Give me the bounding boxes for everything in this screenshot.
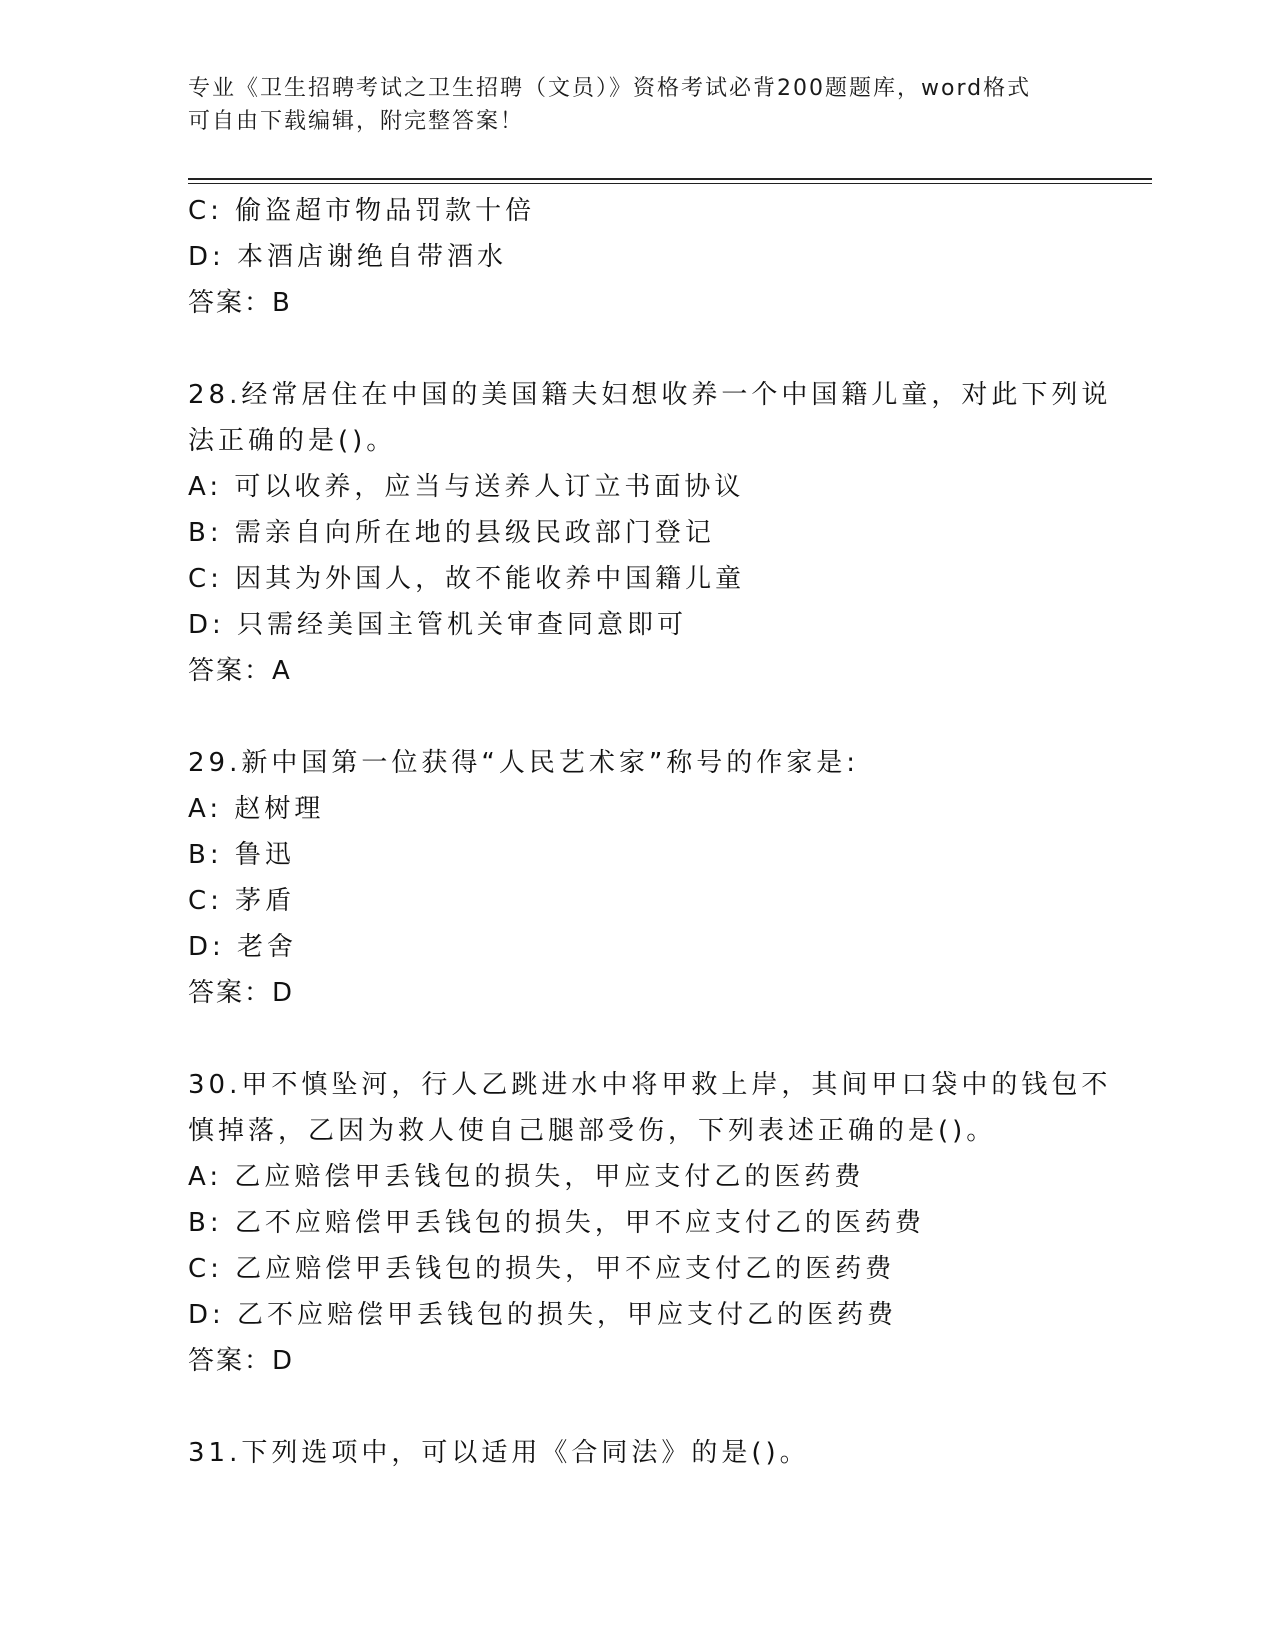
question-text-line: 29.新中国第一位获得“人民艺术家”称号的作家是: [188,748,860,778]
question-block [188,1430,1088,1476]
question-text-line: 31.下列选项中，可以适用《合同法》的是()。 [188,1438,810,1468]
answer-line: 答案：D [188,978,295,1008]
answer-line: 答案：B [188,288,292,318]
spacer [188,1016,1088,1062]
question-text-line: 法正确的是()。 [188,426,397,456]
option-line: D: 老舍 [188,932,298,962]
header-rule-thick [188,178,1152,180]
question-text-line: 28.经常居住在中国的美国籍夫妇想收养一个中国籍儿童，对此下列说 [188,380,1112,410]
answer-line: 答案：D [188,1346,295,1376]
option-line: B: 需亲自向所在地的县级民政部门登记 [188,518,715,548]
spacer [188,694,1088,740]
spacer [188,1384,1088,1430]
option-line: C: 乙应赔偿甲丢钱包的损失，甲不应支付乙的医药费 [188,1254,896,1284]
question-text-line: 慎掉落，乙因为救人使自己腿部受伤，下列表述正确的是()。 [188,1116,997,1146]
spacer [188,326,1088,372]
question-block [188,740,1088,1016]
question-content [188,188,1112,1476]
option-line: D: 本酒店谢绝自带酒水 [188,242,508,272]
option-line: A: 可以收养，应当与送养人订立书面协议 [188,472,745,502]
question-text-line: 30.甲不慎坠河，行人乙跳进水中将甲救上岸，其间甲口袋中的钱包不 [188,1070,1112,1100]
option-line: A: 乙应赔偿甲丢钱包的损失，甲应支付乙的医药费 [188,1162,865,1192]
option-line: D: 只需经美国主管机关审查同意即可 [188,610,688,640]
document-header [188,72,1088,138]
option-line: C: 因其为外国人，故不能收养中国籍儿童 [188,564,746,594]
answer-line: 答案：A [188,656,292,686]
header-rule-thin [188,183,1152,184]
previous-question-tail [188,188,1088,326]
header-line-1: 专业《卫生招聘考试之卫生招聘（文员）》资格考试必背200题题库，word格式 [188,76,1032,101]
option-line: B: 鲁迅 [188,840,295,870]
question-block [188,372,1112,694]
option-line: C: 偷盗超市物品罚款十倍 [188,196,536,226]
option-line: A: 赵树理 [188,794,325,824]
option-line: B: 乙不应赔偿甲丢钱包的损失，甲不应支付乙的医药费 [188,1208,925,1238]
question-block [188,1062,1112,1384]
option-line: C: 茅盾 [188,886,296,916]
option-line: D: 乙不应赔偿甲丢钱包的损失，甲应支付乙的医药费 [188,1300,898,1330]
header-line-2: 可自由下载编辑，附完整答案！ [188,109,525,134]
